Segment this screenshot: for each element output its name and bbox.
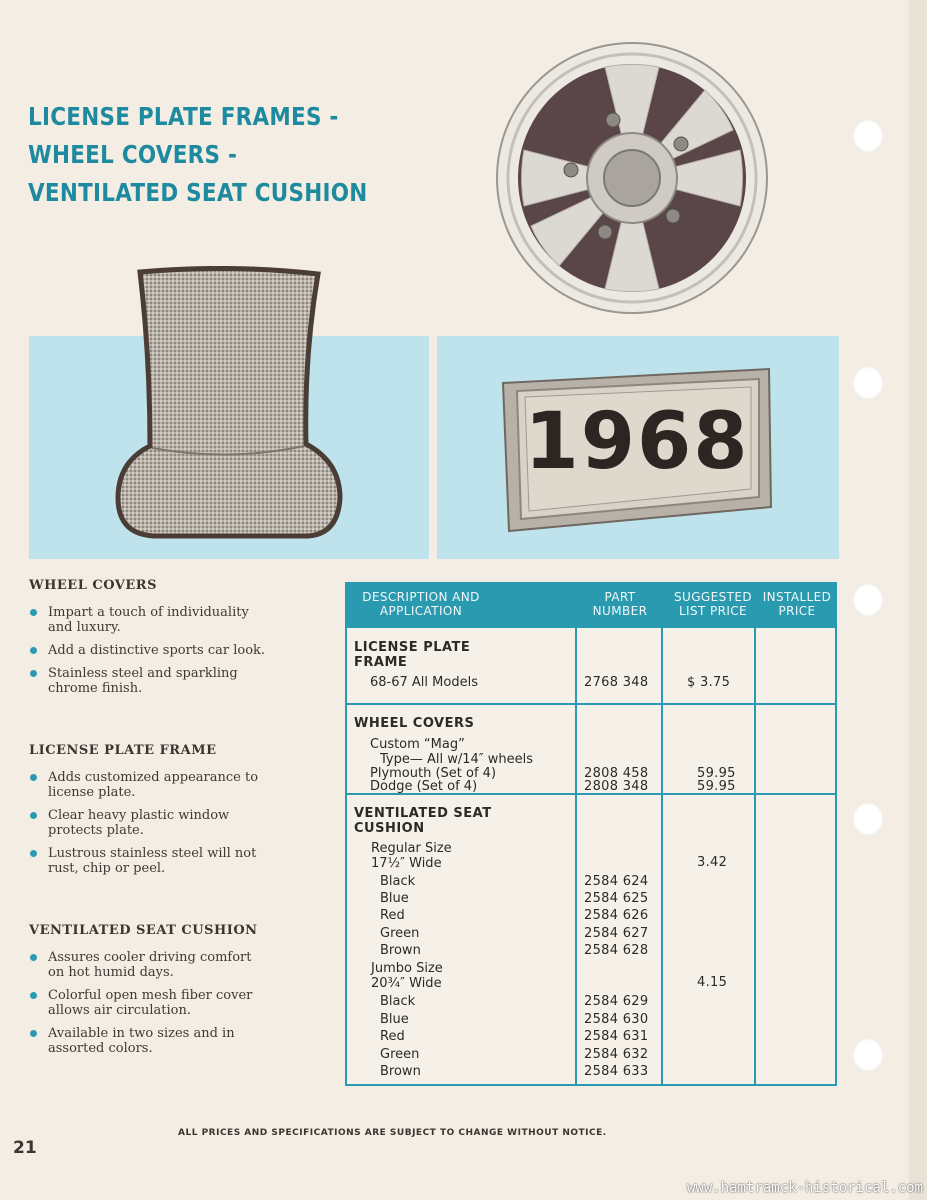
part-number: 2584 631 — [584, 1029, 649, 1044]
feature-section-ventilated-seat-cushion — [29, 923, 267, 1056]
column-divider — [575, 628, 577, 1084]
page-title — [28, 98, 368, 212]
section-title: FRAME — [354, 655, 408, 670]
bullet-item: Stainless steel and sparkling chrome finish. — [29, 666, 267, 696]
item-description: Plymouth (Set of 4) — [370, 766, 497, 781]
feature-section-license-plate-frame — [29, 743, 267, 876]
section-title: WHEEL COVERS — [354, 716, 475, 731]
column-divider — [754, 628, 756, 1084]
part-number: 2584 630 — [584, 1012, 649, 1027]
color-option: Blue — [380, 891, 409, 906]
list-price: $ 3.75 — [687, 675, 731, 690]
part-number: 2584 624 — [584, 874, 649, 889]
binder-hole — [852, 802, 884, 836]
title-line: VENTILATED SEAT CUSHION — [28, 178, 368, 207]
page-edge — [909, 0, 927, 1200]
header-part-number: PART NUMBER — [592, 590, 648, 618]
part-number: 2584 633 — [584, 1064, 649, 1079]
header-description: DESCRIPTION AND APPLICATION — [362, 590, 480, 618]
binder-hole — [852, 366, 884, 400]
list-price: 3.42 — [697, 855, 728, 870]
title-line: LICENSE PLATE FRAMES - — [28, 102, 339, 131]
size-label: 20¾″ Wide — [371, 976, 442, 991]
bullet-item: Assures cooler driving comfort on hot humid days. — [29, 950, 267, 980]
size-label: 17½″ Wide — [371, 856, 442, 871]
color-option: Red — [380, 1029, 405, 1044]
section-title: LICENSE PLATE — [354, 640, 471, 655]
list-price: 59.95 — [697, 779, 736, 794]
part-number: 2808 348 — [584, 779, 649, 794]
list-price: 59.95 — [697, 766, 736, 781]
part-number: 2584 625 — [584, 891, 649, 906]
feature-descriptions — [29, 578, 267, 1064]
part-number: 2584 626 — [584, 908, 649, 923]
color-option: Brown — [380, 943, 421, 958]
feature-heading: VENTILATED SEAT CUSHION — [29, 923, 258, 938]
binder-hole — [852, 1038, 884, 1072]
bullet-item: Available in two sizes and in assorted colors. — [29, 1026, 267, 1056]
binder-hole — [852, 583, 884, 617]
color-option: Black — [380, 874, 416, 889]
plate-year-text: 1968 — [524, 397, 750, 487]
watermark: www.hamtramck-historical.com — [686, 1180, 923, 1196]
header-list-price: SUGGESTED LIST PRICE — [674, 590, 752, 618]
bullet-item: Impart a touch of individuality and luxury. — [29, 605, 267, 635]
feature-heading: LICENSE PLATE FRAME — [29, 743, 217, 758]
bullet-list — [29, 950, 267, 1056]
part-number: 2768 348 — [584, 675, 649, 690]
seat-cushion-image — [114, 266, 344, 542]
part-number: 2584 628 — [584, 943, 649, 958]
binder-hole — [852, 119, 884, 153]
size-label: Jumbo Size — [371, 961, 443, 976]
item-description: Type— All w/14″ wheels — [380, 752, 534, 767]
row-divider — [347, 703, 835, 705]
part-number: 2808 458 — [584, 766, 649, 781]
feature-heading: WHEEL COVERS — [29, 578, 157, 593]
bullet-item: Add a distinctive sports car look. — [29, 643, 267, 658]
wheel-cover-image — [493, 40, 771, 316]
table-header — [347, 584, 835, 628]
part-number: 2584 629 — [584, 994, 649, 1009]
bullet-item: Colorful open mesh fiber cover allows air circulation. — [29, 988, 267, 1018]
item-description: Custom “Mag” — [370, 737, 465, 752]
bullet-list — [29, 770, 267, 876]
header-installed-price: INSTALLED PRICE — [762, 590, 832, 618]
part-number: 2584 632 — [584, 1047, 649, 1062]
section-title: VENTILATED SEAT — [354, 806, 492, 821]
page-number: 21 — [13, 1138, 37, 1158]
bullet-item: Clear heavy plastic window protects plate. — [29, 808, 267, 838]
title-line: WHEEL COVERS - — [28, 140, 238, 169]
section-title: CUSHION — [354, 821, 425, 836]
color-option: Green — [380, 926, 420, 941]
part-number: 2584 627 — [584, 926, 649, 941]
color-option: Red — [380, 908, 405, 923]
color-option: Black — [380, 994, 416, 1009]
bullet-list — [29, 605, 267, 696]
feature-section-wheel-covers — [29, 578, 267, 696]
item-description: 68-67 All Models — [370, 675, 478, 690]
item-description: Dodge (Set of 4) — [370, 779, 478, 794]
bullet-item: Adds customized appearance to license plate. — [29, 770, 267, 800]
bullet-item: Lustrous stainless steel will not rust, chip or peel. — [29, 846, 267, 876]
column-divider — [661, 628, 663, 1084]
footer-disclaimer: ALL PRICES AND SPECIFICATIONS ARE SUBJECT TO CHANGE WITHOUT NOTICE. — [178, 1128, 607, 1138]
color-option: Brown — [380, 1064, 421, 1079]
price-table — [345, 582, 837, 1086]
size-label: Regular Size — [371, 841, 452, 856]
color-option: Blue — [380, 1012, 409, 1027]
color-option: Green — [380, 1047, 420, 1062]
list-price: 4.15 — [697, 975, 728, 990]
